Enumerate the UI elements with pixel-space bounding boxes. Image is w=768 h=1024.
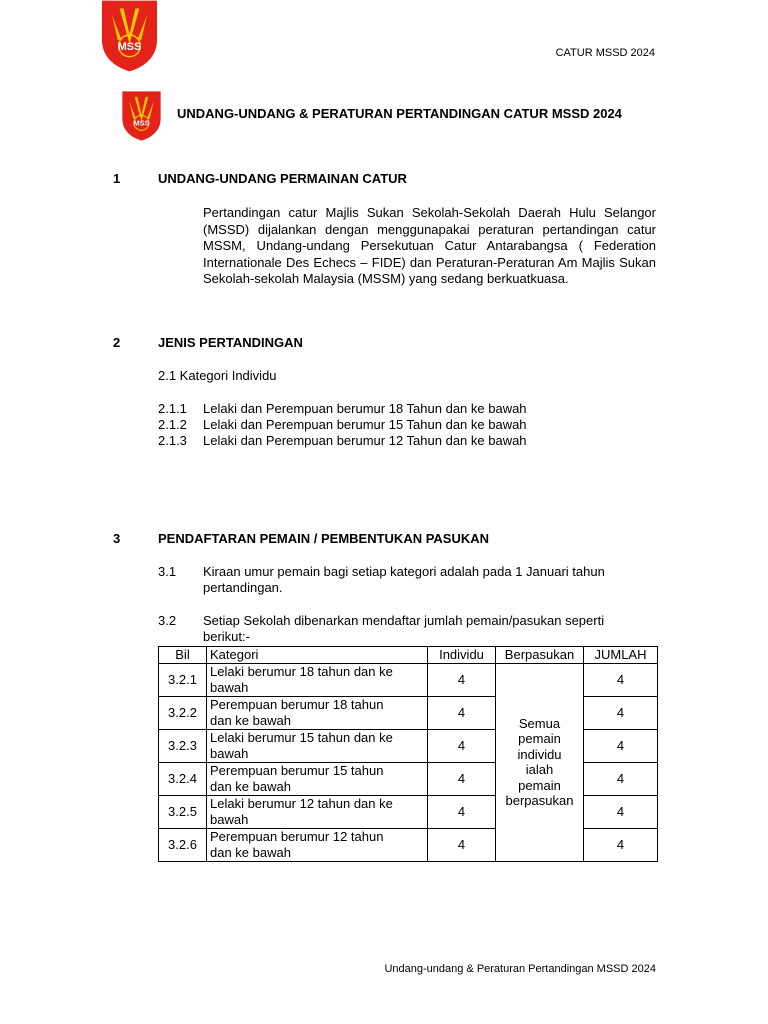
svg-text:MSS: MSS xyxy=(133,118,150,128)
table-row xyxy=(159,795,658,828)
cell-individu: 4 xyxy=(428,663,496,696)
footer-text: Undang-undang & Peraturan Pertandingan MSSD 2024 xyxy=(384,963,656,975)
item-number: 2.1.1 xyxy=(158,401,187,416)
item-text: Lelaki dan Perempuan berumur 15 Tahun dan ke bawah xyxy=(203,417,527,432)
table-row xyxy=(159,663,658,696)
item-number: 2.1.2 xyxy=(158,417,187,432)
section-3-number: 3 xyxy=(113,531,121,546)
item-text: Lelaki dan Perempuan berumur 18 Tahun dan ke bawah xyxy=(203,401,527,416)
cell-jumlah: 4 xyxy=(584,762,658,795)
mss-selangor-logo-small-icon xyxy=(121,89,162,143)
section-2-title: JENIS PERTANDINGAN xyxy=(158,335,303,350)
item-text-continuation: berikut:- xyxy=(203,629,250,644)
cell-individu: 4 xyxy=(428,762,496,795)
section-1-paragraph: Pertandingan catur Majlis Sukan Sekolah-Sekolah Daerah Hulu Selangor (MSSD) dijalankan dengan menggunapakai peraturan pertandingan catur MSSM, Undang-undang Persekutuan Catur Antarabangsa ( Federation Internationale Des Echecs – FIDE) dan Peraturan-Peraturan Am Majlis Sukan Sekolah-sekolah Malaysia (MSSM) yang sedang berkuatkuasa. xyxy=(203,205,656,286)
cell-kategori: Lelaki berumur 18 tahun dan ke bawah xyxy=(207,663,428,696)
cell-individu: 4 xyxy=(428,696,496,729)
document-title: UNDANG-UNDANG & PERATURAN PERTANDINGAN CATUR MSSD 2024 xyxy=(177,106,622,121)
cell-kategori: Perempuan berumur 12 tahun dan ke bawah xyxy=(207,828,428,861)
cell-jumlah: 4 xyxy=(584,663,658,696)
cell-jumlah: 4 xyxy=(584,729,658,762)
list-item xyxy=(158,433,527,448)
cell-jumlah: 4 xyxy=(584,795,658,828)
item-number: 2.1.3 xyxy=(158,433,187,448)
mss-selangor-logo-small xyxy=(121,89,162,143)
list-item xyxy=(158,401,527,416)
cell-individu: 4 xyxy=(428,828,496,861)
registration-table xyxy=(158,646,658,862)
cell-berpasukan: Semua pemain individu ialah pemain berpasukan xyxy=(496,663,584,861)
cell-bil: 3.2.6 xyxy=(159,828,207,861)
table-row xyxy=(159,828,658,861)
table-header-row xyxy=(159,647,658,664)
mss-selangor-logo-large xyxy=(100,0,159,72)
header-kategori: Kategori xyxy=(207,647,428,664)
header-jumlah: JUMLAH xyxy=(584,647,658,664)
table-row xyxy=(159,729,658,762)
cell-jumlah: 4 xyxy=(584,828,658,861)
cell-jumlah: 4 xyxy=(584,696,658,729)
cell-bil: 3.2.4 xyxy=(159,762,207,795)
list-item xyxy=(158,564,605,579)
cell-individu: 4 xyxy=(428,795,496,828)
item-text: Setiap Sekolah dibenarkan mendaftar jumlah pemain/pasukan seperti xyxy=(203,613,605,628)
cell-bil: 3.2.1 xyxy=(159,663,207,696)
cell-bil: 3.2.2 xyxy=(159,696,207,729)
section-3-title: PENDAFTARAN PEMAIN / PEMBENTUKAN PASUKAN xyxy=(158,531,490,546)
cell-kategori: Lelaki berumur 15 tahun dan ke bawah xyxy=(207,729,428,762)
section-1-title: UNDANG-UNDANG PERMAINAN CATUR xyxy=(158,171,407,186)
table-row xyxy=(159,762,658,795)
header-right-text: CATUR MSSD 2024 xyxy=(555,47,655,59)
cell-bil: 3.2.5 xyxy=(159,795,207,828)
cell-individu: 4 xyxy=(428,729,496,762)
svg-text:MSS: MSS xyxy=(117,40,142,53)
item-number: 3.1 xyxy=(158,564,177,579)
list-item xyxy=(158,613,604,628)
cell-kategori: Perempuan berumur 15 tahun dan ke bawah xyxy=(207,762,428,795)
list-item xyxy=(158,417,527,432)
mss-selangor-logo-icon xyxy=(100,0,159,72)
header-berpasukan: Berpasukan xyxy=(496,647,584,664)
header-bil: Bil xyxy=(159,647,207,664)
table-row xyxy=(159,696,658,729)
section-1-number: 1 xyxy=(113,171,121,186)
item-number: 3.2 xyxy=(158,613,177,628)
section-2-number: 2 xyxy=(113,335,121,350)
section-2-subheading: 2.1 Kategori Individu xyxy=(158,368,277,383)
item-text-continuation: pertandingan. xyxy=(203,580,283,595)
item-text: Lelaki dan Perempuan berumur 12 Tahun dan ke bawah xyxy=(203,433,527,448)
cell-bil: 3.2.3 xyxy=(159,729,207,762)
cell-kategori: Lelaki berumur 12 tahun dan ke bawah xyxy=(207,795,428,828)
header-individu: Individu xyxy=(428,647,496,664)
item-text: Kiraan umur pemain bagi setiap kategori adalah pada 1 Januari tahun xyxy=(203,564,605,579)
cell-kategori: Perempuan berumur 18 tahun dan ke bawah xyxy=(207,696,428,729)
